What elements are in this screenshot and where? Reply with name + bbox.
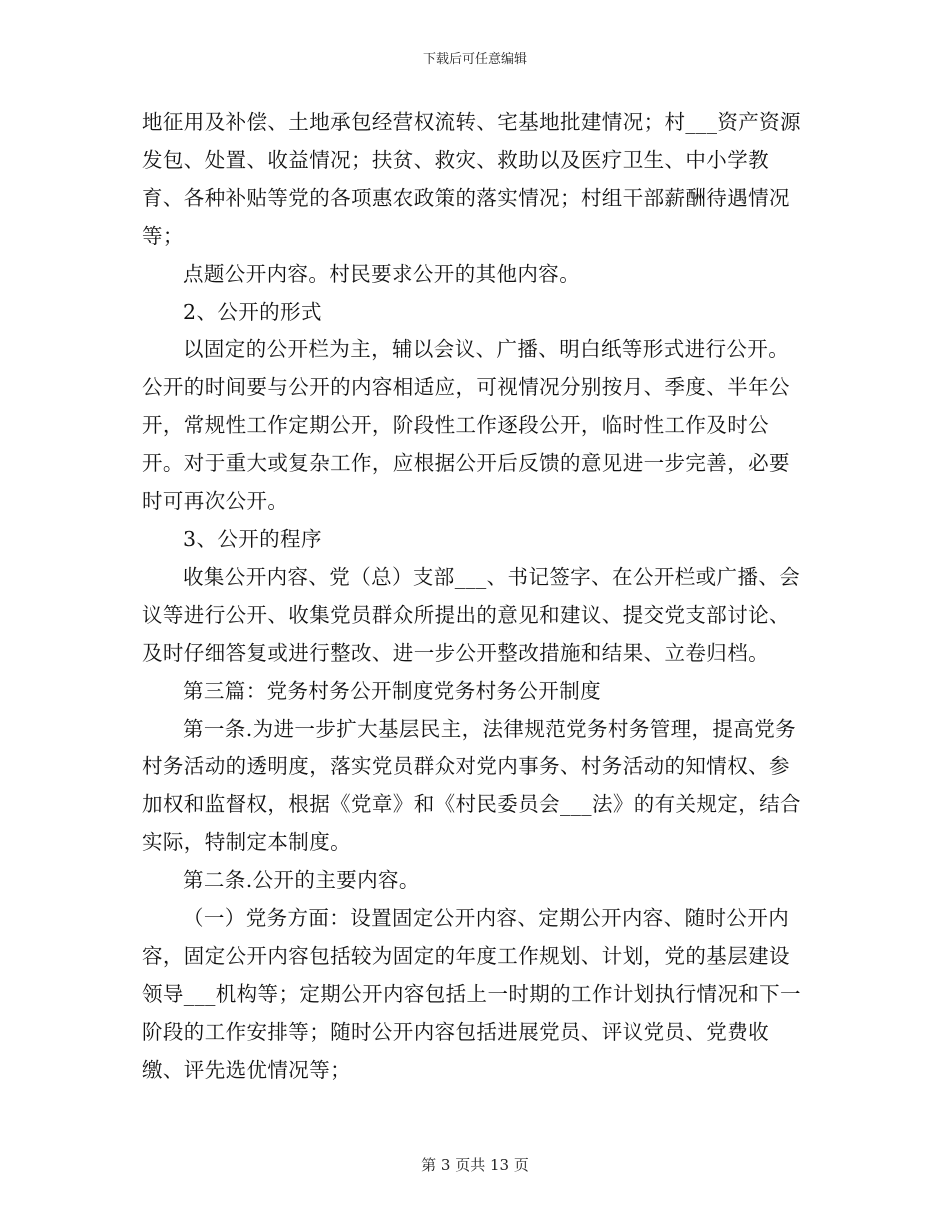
paragraph: （一）党务方面：设置固定公开内容、定期公开内容、随时公开内容，固定公开内容包括较为固定的年度工作规划、计划，党的基层建设领导___机构等；定期公开内容包括上一时期的工作计划执行情况和下一阶段的工作安排等；随时公开内容包括进展党员、评议党员、党费收缴、评先选优情况等；: [142, 906, 801, 1082]
paragraph: 以固定的公开栏为主，辅以会议、广播、明白纸等形式进行公开。公开的时间要与公开的内容相适应，可视情况分别按月、季度、半年公开，常规性工作定期公开，阶段性工作逐段公开，临时性工作及时公开。对于重大或复杂工作，应根据公开后反馈的意见进一步完善，必要时可再次公开。: [142, 337, 790, 514]
chapter-title: 第三篇：党务村务公开制度党务村务公开制度: [183, 678, 601, 703]
page-footer: 第 3 页共 13 页: [421, 1156, 529, 1174]
section-heading: 2、公开的形式: [183, 299, 322, 324]
page-header: 下载后可任意编辑: [422, 52, 527, 67]
paragraph: 收集公开内容、党（总）支部___、书记签字、在公开栏或广播、会议等进行公开、收集党员群众所提出的意见和建议、提交党支部讨论、及时仔细答复或进行整改、进一步公开整改措施和结果、立卷归档。: [142, 564, 801, 665]
section-heading: 3、公开的程序: [183, 526, 322, 551]
paragraph: 第一条.为进一步扩大基层民主，法律规范党务村务管理，提高党务村务活动的透明度，落实党员群众对党内事务、村务活动的知情权、参加权和监督权，根据《党章》和《村民委员会___法》的有关规定，结合实际，特制定本制度。: [142, 716, 801, 855]
paragraph: 点题公开内容。村民要求公开的其他内容。: [183, 261, 581, 286]
document-body: [142, 104, 804, 1090]
article-heading: 第二条.公开的主要内容。: [183, 868, 420, 893]
paragraph: 地征用及补偿、土地承包经营权流转、宅基地批建情况；村___资产资源发包、处置、收益情况；扶贫、救灾、救助以及医疗卫生、中小学教育、各种补贴等党的各项惠农政策的落实情况；村组干部薪酬待遇情况等；: [142, 110, 801, 248]
